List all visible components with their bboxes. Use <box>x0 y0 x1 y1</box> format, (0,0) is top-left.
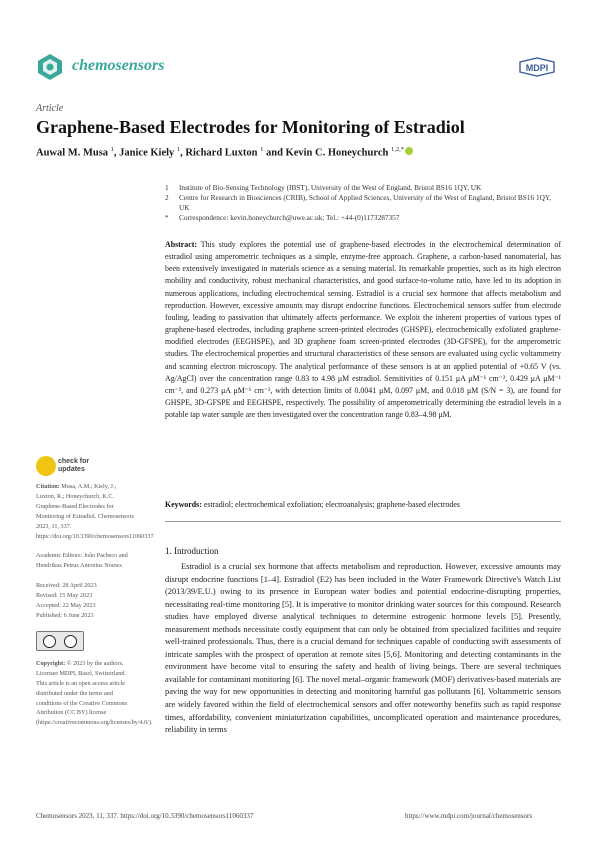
check-updates-line1: check for <box>58 458 90 465</box>
citation-text[interactable]: Musa, A.M.; Kiely, J.; Luxton, R.; Honeychurch, K.C. Graphene-Based Electrodes for Monitoring of Estradiol. Chemosensors 2023, 11, 337. https://doi.org/10.3390/chemosensors11060337 <box>36 483 154 540</box>
check-for-updates-button[interactable] <box>36 456 106 478</box>
publisher-name: MDPI <box>525 63 549 73</box>
check-for-updates-icon <box>36 456 56 476</box>
accepted-date: Accepted: 22 May 2023 <box>36 602 96 610</box>
author-name[interactable]: Auwal M. Musa <box>36 147 109 159</box>
citation <box>36 482 154 541</box>
article-type: Article <box>36 103 64 114</box>
keywords-text: estradiol; electrochemical exfoliation; electroanalysis; graphene-based electrodes <box>203 500 460 509</box>
affiliation-text: Centre for Research in Biosciences (CRIB), School of Applied Sciences, University of the West of England, Bristol BS16 1QY, UK <box>179 193 552 212</box>
affiliation-mark: * <box>165 213 169 222</box>
author-separator: , <box>180 147 186 159</box>
academic-editors: Academic Editors: João Pacheco and Hendrikus Petrus Antonius Nouws <box>36 552 128 570</box>
affiliation-item <box>165 213 560 223</box>
author-affiliation-mark: 1 <box>110 146 114 153</box>
section-heading: 1. Introduction <box>165 546 219 556</box>
cc-icon <box>43 635 56 648</box>
author-name[interactable]: Kevin C. Honeychurch <box>285 147 389 159</box>
abstract-label: Abstract: <box>165 240 197 249</box>
author-list <box>36 146 413 159</box>
published-date: Published: 6 June 2023 <box>36 611 94 619</box>
introduction-text <box>165 561 561 737</box>
affiliation-mark: 2 <box>165 193 169 202</box>
author-separator: , <box>113 147 120 159</box>
abstract-text: This study explores the potential use of graphene-based electrodes in the electrochemical determination of estradiol using amperometric techniques as a simple, enzyme-free approach. Graphene, a carbon-based nanomaterial, has been extensively investigated in materials science as a sensing material. Its remarkable properties, such as its high electron mobility and conductivity, robust mechanical characteristics, and good surface-to-volume ratio, have led to its adoption in numerous applications, including electrochemical sensing. Estradiol is a crucial sex hormone that affects metabolism and reproduction. However, excessive amounts may disrupt endocrine functions. Electrochemical sensors suffer from electrode fouling, leading to passivation that ultimately affects performance. We exploit the inherent properties of various types of graphene-based electrodes, including graphene screen-printed electrodes (GHSPE), electrochemically exfoliated graphene-modified electrodes (EEGHSPE), and 3D graphene foam screen-printed electrodes (3D-GFSPE), for the amperometric studies. The electrochemical properties and structural characteristics of these sensors are evaluated using cyclic voltammetry and scanning electron microscopy. The analytical performance of these sensors is at an applied potential of +0.65 V (vs. Ag/AgCl) over the concentration range 0.83 to 4.98 μM estradiol. Sensitivities of 0.151 μA μM⁻¹ cm⁻², 0.429 μA μM⁻¹ cm⁻², and 0.273 μA μM⁻¹ cm⁻², with detection limits of 0.0041 μM, 0.097 μM, and 0.018 μM (S/N = 3), are found for GHSPE, 3D-GFSPE and EEGHSPE, respectively. The possibility of amperometrically determining the estradiol levels in a potable tap water sample are then investigated over the concentration range 0.83–4.98 μM. <box>165 240 561 420</box>
keywords <box>165 499 561 511</box>
copyright <box>36 659 153 728</box>
correspondence-text[interactable]: Correspondence: kevin.honeychurch@uwe.ac.uk; Tel.: +44-(0)1173287357 <box>179 213 400 222</box>
orcid-icon[interactable] <box>405 147 413 155</box>
by-icon <box>64 635 77 648</box>
keywords-label: Keywords: <box>165 500 202 509</box>
abstract <box>165 239 561 421</box>
author-affiliation-mark: 1,2,* <box>390 146 404 153</box>
footer-citation[interactable]: Chemosensors 2023, 11, 337. https://doi.org/10.3390/chemosensors11060337 <box>36 812 254 820</box>
section-divider <box>165 521 561 522</box>
cc-by-license-icon[interactable] <box>36 631 84 651</box>
affiliation-text: Institute of Bio-Sensing Technology (IBST), University of the West of England, Bristol BS16 1QY, UK <box>179 183 482 192</box>
citation-label: Citation: <box>36 483 60 490</box>
footer-journal-link[interactable]: https://www.mdpi.com/journal/chemosensors <box>405 812 533 820</box>
mdpi-logo-icon <box>517 57 557 77</box>
page-title: Graphene-Based Electrodes for Monitoring of Estradiol <box>36 117 465 137</box>
affiliation-mark: 1 <box>165 183 169 192</box>
revised-date: Revised: 15 May 2023 <box>36 592 93 600</box>
author-affiliation-mark: 1 <box>260 146 264 153</box>
affiliation-item <box>165 183 560 193</box>
author-affiliation-mark: 1 <box>176 146 181 153</box>
journal-name: chemosensors <box>72 57 165 74</box>
introduction-body: Estradiol is a crucial sex hormone that affects metabolism and reproduction. However, excessive amounts may disrupt endocrine functions [1–4]. Estradiol (E2) has been included in the Water Framework Directive's Watch List (2013/39/E.U.) owing to its presence in European water bodies and potential endocrine-disrupting properties, necessitating real-time monitoring [5]. It is imperative to monitor drinking water sources for this compound. Research studies have employed diverse analytical techniques to determine estrogenic hormone levels [5]. Presently, measurement methods necessitate costly equipment that can only be obtained from specialized facilities and require well-trained professionals. Thus, there is a crucial demand for techniques capable of conducting swift assessments of intricate samples with the prospect of operation at remote sites [5,6]. Monitoring and detecting contaminants in the environment have become vital to ensuring the safety and health of living beings. There are several techniques available for contaminant monitoring [6]. The novel metal–organic framework (MOF) derivatives-based materials are paving the way for new opportunities in detecting and monitoring harmful gas pollutants [6]. Voltammetric sensors are widely favored within the field of electrochemical sensors and offer noteworthy benefits such as rapid response times, affordability, convenient miniaturization capabilities, uncomplicated operation and maintenance procedures, reliability in terms <box>165 562 561 735</box>
affiliation-item <box>165 193 560 213</box>
copyright-label: Copyright: <box>36 659 66 667</box>
author-name[interactable]: Richard Luxton <box>185 147 258 159</box>
check-updates-line2: updates <box>58 466 85 473</box>
author-name[interactable]: Janice Kiely <box>119 147 175 159</box>
affiliations <box>165 183 560 223</box>
copyright-text: © 2023 by the authors. Licensee MDPI, Basel, Switzerland. This article is an open access article distributed under the terms and conditions of the Creative Commons Attribution (CC BY) license (https://creativecommons.org/licenses/by/4.0/). <box>36 659 153 727</box>
chemosensors-logo-icon <box>36 53 64 81</box>
received-date: Received: 28 April 2023 <box>36 582 97 590</box>
article-sidebar <box>36 482 154 728</box>
author-separator: and <box>263 147 286 159</box>
dates <box>36 581 136 621</box>
